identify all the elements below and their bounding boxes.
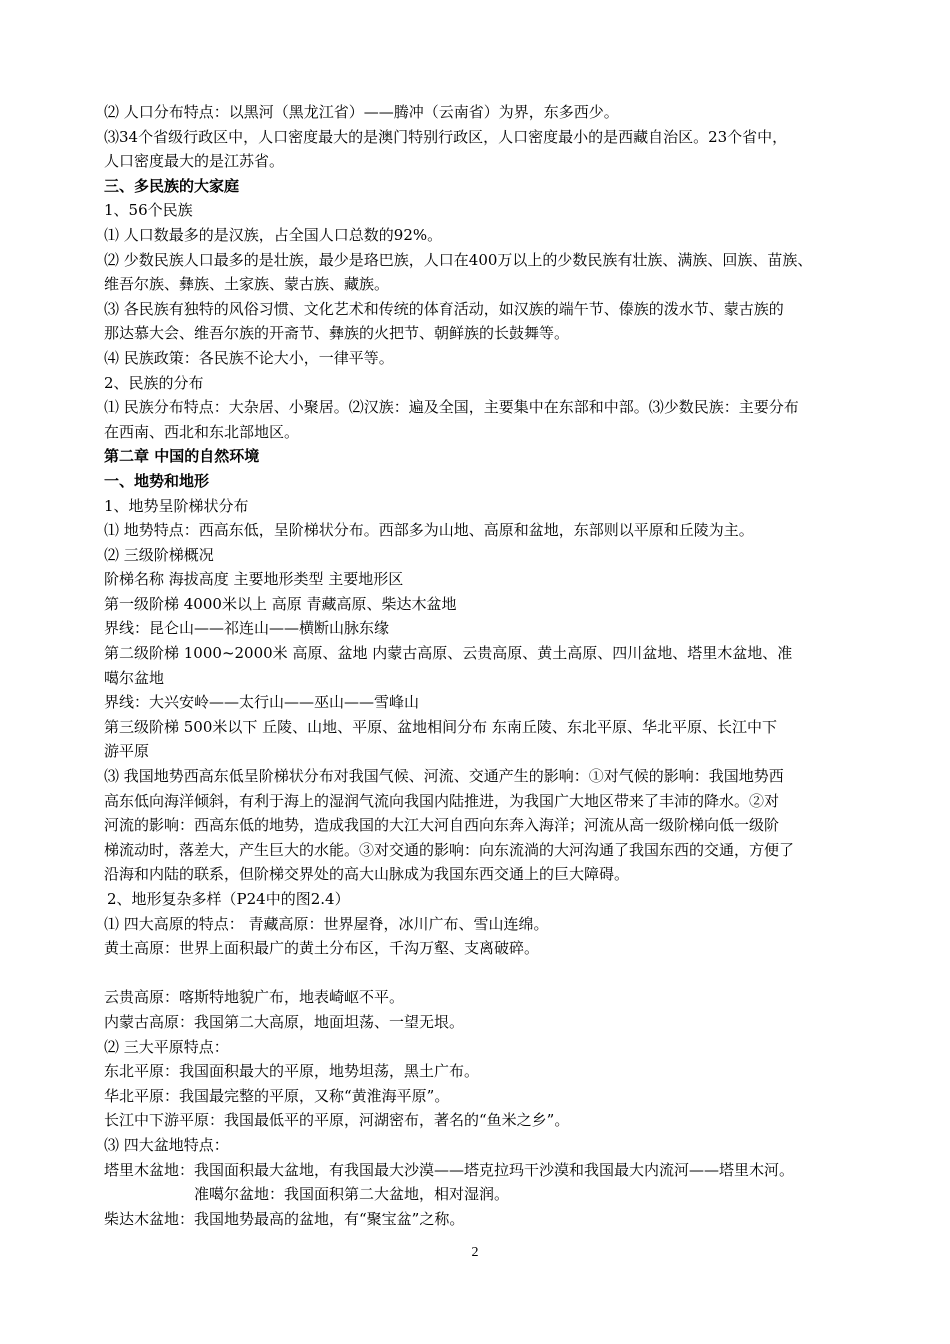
text-line: 河流的影响：西高东低的地势，造成我国的大江大河自西向东奔入海洋；河流从高一级阶梯向低一级阶	[104, 816, 780, 835]
text-line: ⑵ 三级阶梯概况	[104, 545, 214, 564]
text-line: 沿海和内陆的联系，但阶梯交界处的高大山脉成为我国东西交通上的巨大障碍。	[104, 865, 630, 884]
table-header-line: 阶梯名称 海拔高度 主要地形类型 主要地形区	[104, 570, 404, 589]
document-body	[104, 100, 864, 1231]
text-line: 第二级阶梯 1000~2000米 高原、盆地 内蒙古高原、云贵高原、黄土高原、四川盆地、塔里木盆地、准	[104, 644, 793, 663]
text-line: ⑵ 三大平原特点：	[104, 1037, 229, 1056]
text-line: 塔里木盆地：我国面积最大盆地，有我国最大沙漠——塔克拉玛干沙漠和我国最大内流河——塔里木河。	[104, 1160, 795, 1179]
text-line: ⑴ 人口数最多的是汉族，占全国人口总数的92%。	[104, 225, 443, 244]
text-line: 华北平原：我国最完整的平原，又称“黄淮海平原”。	[104, 1086, 450, 1105]
text-line: 柴达木盆地：我国地势最高的盆地，有“聚宝盆”之称。	[104, 1209, 465, 1228]
subsection-heading: 2、民族的分布	[104, 373, 204, 392]
text-line: 第三级阶梯 500米以下 丘陵、山地、平原、盆地相间分布 东南丘陵、东北平原、华北平原、长江中下	[104, 717, 777, 736]
text-line: 梯流动时，落差大，产生巨大的水能。③对交通的影响：向东流淌的大河沟通了我国东西的交通，方便了	[104, 840, 795, 859]
text-line: 准噶尔盆地：我国面积第二大盆地，相对湿润。	[194, 1185, 510, 1204]
text-line: ⑴ 地势特点：西高东低，呈阶梯状分布。西部多为山地、高原和盆地，东部则以平原和丘陵为主。	[104, 521, 754, 540]
text-line: ⑵ 人口分布特点：以黑河（黑龙江省）——腾冲（云南省）为界，东多西少。	[104, 103, 619, 121]
text-line: 第一级阶梯 4000米以上 高原 青藏高原、柴达木盆地	[104, 594, 457, 613]
subsection-heading: 2、地形复杂多样（P24中的图2.4）	[107, 890, 350, 908]
text-line: 东北平原：我国面积最大的平原，地势坦荡，黑土广布。	[104, 1062, 480, 1081]
text-line: ⑶ 我国地势西高东低呈阶梯状分布对我国气候、河流、交通产生的影响：①对气候的影响：我国地势西	[104, 767, 784, 786]
section-heading: 三、多民族的大家庭	[104, 176, 240, 195]
text-line: 那达慕大会、维吾尔族的开斋节、彝族的火把节、朝鲜族的长鼓舞等。	[104, 324, 570, 343]
text-line: ⑵ 少数民族人口最多的是壮族，最少是珞巴族，人口在400万以上的少数民族有壮族、满族、回族、苗族、	[104, 250, 813, 269]
chapter-heading: 第二章 中国的自然环境	[104, 447, 260, 466]
text-line: 人口密度最大的是江苏省。	[104, 152, 285, 171]
text-line: 云贵高原：喀斯特地貌广布，地表崎岖不平。	[104, 988, 405, 1007]
text-line: 界线：大兴安岭——太行山——巫山——雪峰山	[104, 693, 420, 712]
blank-line	[104, 961, 864, 986]
section-heading: 一、地势和地形	[104, 471, 210, 490]
text-line: 在西南、西北和东北部地区。	[104, 422, 300, 441]
text-line: 游平原	[104, 742, 150, 761]
page-number: 2	[471, 1245, 479, 1260]
subsection-heading: 1、56个民族	[104, 201, 193, 220]
text-line: 长江中下游平原：我国最低平的平原，河湖密布，著名的“鱼米之乡”。	[104, 1111, 570, 1130]
text-line: 黄土高原：世界上面积最广的黄土分布区，千沟万壑、支离破碎。	[104, 939, 540, 958]
text-line: 噶尔盆地	[104, 668, 165, 687]
text-line: 高东低向海洋倾斜，有利于海上的湿润气流向我国内陆推进，为我国广大地区带来了丰沛的降水。②对	[104, 791, 780, 810]
text-line: ⑴ 民族分布特点：大杂居、小聚居。⑵汉族：遍及全国，主要集中在东部和中部。⑶少数民族：主要分布	[104, 398, 799, 417]
text-line: 内蒙古高原：我国第二大高原，地面坦荡、一望无垠。	[104, 1012, 465, 1031]
text-line: 维吾尔族、彝族、土家族、蒙古族、藏族。	[104, 275, 390, 294]
subsection-heading: 1、地势呈阶梯状分布	[104, 496, 249, 515]
text-line: ⑷ 民族政策：各民族不论大小，一律平等。	[104, 348, 394, 367]
text-line: ⑴ 四大高原的特点： 青藏高原：世界屋脊，冰川广布、雪山连绵。	[104, 914, 549, 933]
text-line: ⑶ 四大盆地特点：	[104, 1135, 229, 1154]
text-line: 界线：昆仑山——祁连山——横断山脉东缘	[104, 619, 390, 638]
text-line: ⑶ 各民族有独特的风俗习惯、文化艺术和传统的体育活动，如汉族的端午节、傣族的泼水节、蒙古族的	[104, 299, 784, 318]
text-line: ⑶34个省级行政区中，人口密度最大的是澳门特别行政区，人口密度最小的是西藏自治区。23个省中，	[104, 127, 788, 146]
